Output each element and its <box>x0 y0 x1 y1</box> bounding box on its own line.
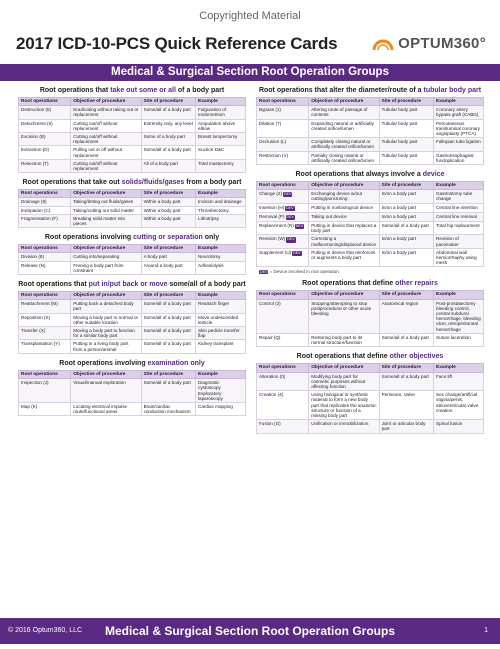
column-header: Example <box>196 292 246 300</box>
footer-title: Medical & Surgical Section Root Operation Groups <box>104 624 396 638</box>
table-cell: Stopping/attempting to stop postprocedural or other acute bleeding <box>309 299 379 333</box>
column-header: Objective of procedure <box>71 292 141 300</box>
table-cell: Division (8) <box>19 253 71 261</box>
table-cell: Modifying body part for cosmetic purposes without affecting function <box>309 372 379 391</box>
table-cell: Adhesiolysis <box>196 261 246 274</box>
table-row <box>19 327 246 340</box>
section-right-3 <box>256 353 484 433</box>
table-cell: Resection (T) <box>19 159 71 172</box>
table-cell: Brain/cardiac conduction mechanism <box>141 402 195 415</box>
column-header: Example <box>434 364 484 372</box>
section-title-highlight: device <box>422 171 445 179</box>
table-cell: Taking out device <box>309 212 379 221</box>
table-cell: Altering route of passage of contents <box>309 106 379 119</box>
table-cell: Within a body part <box>141 214 195 227</box>
table-row <box>257 212 484 221</box>
device-tag: DEV <box>286 214 294 219</box>
column-header: Site of procedure <box>379 364 433 372</box>
table-cell: Within a body part <box>141 198 195 206</box>
table-cell: Reattachment (M) <box>19 300 71 313</box>
table-cell: Extraction (D) <box>19 146 71 159</box>
table-cell: Some/all of a body part <box>141 327 195 340</box>
table-cell: Using biological or synthetic material to form a new body part that replicates the anatomic structure or function of a missing body part <box>309 391 379 420</box>
table-row <box>19 340 246 353</box>
table-cell: Total mastectomy <box>196 159 246 172</box>
table-cell: In/on a body part <box>379 235 433 248</box>
table-row <box>19 133 246 146</box>
column-header: Root operations <box>19 245 71 253</box>
device-tag: DEV <box>293 250 301 255</box>
table-cell: Some/all of a body part <box>141 313 195 326</box>
copyright-notice: Copyrighted Material <box>199 10 301 22</box>
section-right-0 <box>256 87 484 165</box>
column-header: Example <box>196 190 246 198</box>
column-header: Example <box>196 370 246 378</box>
table-cell: Removal (P) DEV <box>257 212 309 221</box>
table-cell: Control (3) <box>257 299 309 333</box>
table-cell: Around a body part <box>141 261 195 274</box>
table-cell: Extremity only, any level <box>141 119 195 132</box>
section-left-1 <box>18 179 246 228</box>
column-header: Example <box>196 98 246 106</box>
table-cell: Gastroesophageal fundoplication <box>434 151 484 164</box>
table-cell: Joint or articular body part <box>379 420 433 433</box>
section-title-pre: Root operations that <box>39 87 111 94</box>
table-cell: Freeing a body part from constraint <box>71 261 141 274</box>
column-header: Root operations <box>19 190 71 198</box>
table-cell: Supplement (U) DEV <box>257 248 309 267</box>
table-cell: Neurotomy <box>196 253 246 261</box>
section-title-pre: Root operations that define <box>302 280 396 288</box>
section-title-pre: Root operations that always involve a <box>295 171 423 179</box>
table-row <box>257 151 484 164</box>
table-row <box>257 299 484 333</box>
table-cell: Anatomical region <box>379 299 433 333</box>
column-header: Site of procedure <box>141 190 195 198</box>
table-cell: Spinal fusion <box>434 420 484 433</box>
table-cell: Repair (Q) <box>257 333 309 346</box>
table-row <box>19 313 246 326</box>
table-cell: Unification or immobilization <box>309 420 379 433</box>
table-cell: Transfer (X) <box>19 327 71 340</box>
column-header: Example <box>196 245 246 253</box>
table-cell: Release (N) <box>19 261 71 274</box>
root-operations-table <box>256 97 484 165</box>
table-cell: Taking/letting out fluids/gases <box>71 198 141 206</box>
table-cell: Central line removal <box>434 212 484 221</box>
section-title-highlight: other objectives <box>389 353 444 361</box>
section-title-highlight: put in/put back or move <box>88 281 168 289</box>
section-right-2 <box>256 280 484 347</box>
table-header-row <box>257 291 484 299</box>
table-cell: Amputation above elbow <box>196 119 246 132</box>
table-row <box>19 198 246 206</box>
table-cell: Tubular body part <box>379 151 433 164</box>
table-cell: Transplantation (Y) <box>19 340 71 353</box>
section-title-pre: Root operations involving <box>59 359 148 367</box>
table-cell: In/on a body part <box>379 190 433 203</box>
table-cell: Pulling out or off without replacement <box>71 146 141 159</box>
device-tag: DEV <box>260 270 268 275</box>
section-title-highlight: other repairs <box>395 280 438 288</box>
section-title-pre: Root operations involving <box>44 234 134 242</box>
table-cell: Detachment (6) <box>19 119 71 132</box>
table-cell: Lithotripsy <box>196 214 246 227</box>
table-cell: Kidney transplant <box>196 340 246 353</box>
table-cell: Extirpation (C) <box>19 206 71 214</box>
table-cell: Occlusion (L) <box>257 138 309 151</box>
section-title-highlight: tubular body part <box>423 87 482 94</box>
column-header: Root operations <box>257 98 309 106</box>
table-cell: Destruction (5) <box>19 106 71 119</box>
table-header-row <box>19 292 246 300</box>
section-title-pre: Root operations that <box>18 281 89 289</box>
table-cell: In/on a body part <box>379 212 433 221</box>
table-cell: Taking/cutting out solid matter <box>71 206 141 214</box>
table-cell: Diagnostic cystoscopy Exploratory laparoscopy <box>196 379 246 403</box>
section-title <box>256 87 484 94</box>
table-row <box>257 248 484 267</box>
section-left-2 <box>18 234 246 275</box>
table-cell: Some/all of a body part <box>141 146 195 159</box>
column-header: Root operations <box>19 292 71 300</box>
table-cell: Some of a body part <box>141 133 195 146</box>
table-cell: Reposition (S) <box>19 313 71 326</box>
table-cell: Cutting into/separating <box>71 253 141 261</box>
table-row <box>19 159 246 172</box>
table-cell: Alteration (0) <box>257 372 309 391</box>
section-title-highlight: take out some or all <box>110 87 176 94</box>
table-cell: Sex change/artificial vagina/penis, atrioventricular valve creation <box>434 391 484 420</box>
root-operations-table <box>18 291 246 354</box>
table-row <box>257 190 484 203</box>
table-header-row <box>19 98 246 106</box>
table-row <box>257 106 484 119</box>
section-title-pre: Root operations that alter the diameter/route of a <box>258 87 424 94</box>
table-cell: Eradicating without taking out or replacement <box>71 106 141 119</box>
table-row <box>19 214 246 227</box>
table-cell: Partially closing natural or artificially created orifice/lumen <box>309 151 379 164</box>
section-left-3 <box>18 281 246 354</box>
brand-logo <box>372 34 486 52</box>
table-cell: Change (2) DEV <box>257 190 309 203</box>
table-cell: Moving a body part to function for a similar body part <box>71 327 141 340</box>
table-cell: Revision of pacemaker <box>434 235 484 248</box>
table-cell: Cutting out/off without replacement <box>71 133 141 146</box>
table-row <box>19 253 246 261</box>
table-row <box>257 222 484 235</box>
logo-text: OPTUM360° <box>398 34 486 52</box>
device-tag: DEV <box>283 192 292 197</box>
table-cell: Abdominal wall herniorrhaphy using mesh <box>434 248 484 267</box>
table-cell: Percutaneous transluminal coronary angioplasty (PTCA) <box>434 119 484 138</box>
table-cell: Cutting out/off without replacement <box>71 159 141 172</box>
table-cell: Putting in device that replaces a body part <box>309 222 379 235</box>
column-header: Site of procedure <box>141 98 195 106</box>
table-cell: Putting in device that reinforces or augments a body part <box>309 248 379 267</box>
table-cell: Fulguration of endometrium <box>196 106 246 119</box>
column-header: Site of procedure <box>141 292 195 300</box>
table-cell: Tubular body part <box>379 106 433 119</box>
table-cell: Completely closing natural or artificially created orifice/lumen <box>309 138 379 151</box>
section-title <box>18 360 246 367</box>
table-cell: Putting in a living body part from a person/animal <box>71 340 141 353</box>
section-title <box>256 280 484 287</box>
section-right-1 <box>256 171 484 274</box>
table-cell: Inspection (J) <box>19 379 71 403</box>
section-title-highlight: solids/fluids/gases <box>121 179 185 187</box>
column-header: Objective of procedure <box>71 190 141 198</box>
table-cell: Fragmentation (F) <box>19 214 71 227</box>
section-title <box>18 234 246 241</box>
table-cell: Map (K) <box>19 402 71 415</box>
table-row <box>19 206 246 214</box>
table-cell: Restoring body part to its normal structure/function <box>309 333 379 346</box>
column-header: Site of procedure <box>379 291 433 299</box>
footer-banner <box>0 618 500 644</box>
table-cell: Restriction (V) <box>257 151 309 164</box>
column-header: Example <box>434 182 484 190</box>
section-title-post: of a body part <box>175 87 225 94</box>
section-title-pre: Root operations that define <box>296 353 390 361</box>
table-row <box>257 372 484 391</box>
section-title-post: some/all of a body part <box>167 281 246 289</box>
table-header-row <box>257 98 484 106</box>
table-cell: Fusion (G) <box>257 420 309 433</box>
table-row <box>19 402 246 415</box>
root-operations-table <box>256 363 484 433</box>
section-title <box>18 179 246 186</box>
section-title <box>18 281 246 288</box>
table-cell: Tubular body part <box>379 119 433 138</box>
table-cell: Exchanging device w/out cutting/puncturing <box>309 190 379 203</box>
table-row <box>19 106 246 119</box>
table-cell: Some/all of a body part <box>141 379 195 403</box>
section-title-highlight: cutting or separation <box>133 234 203 242</box>
table-cell: Perineum, Valve <box>379 391 433 420</box>
column-header: Site of procedure <box>379 98 433 106</box>
table-row <box>257 138 484 151</box>
table-cell: Within a body part <box>141 206 195 214</box>
table-cell: Fallopian tube ligation <box>434 138 484 151</box>
table-cell: Some/all of a body part <box>141 106 195 119</box>
table-cell: Dilation (7) <box>257 119 309 138</box>
table-cell: Excision (B) <box>19 133 71 146</box>
footer-copyright: © 2016 Optum360, LLC <box>8 627 83 634</box>
table-cell: Correcting a malfunctioning/displaced device <box>309 235 379 248</box>
root-operations-table <box>18 370 246 416</box>
column-header: Example <box>434 291 484 299</box>
left-column <box>18 84 246 422</box>
table-row <box>19 300 246 313</box>
table-cell: Face lift <box>434 372 484 391</box>
table-cell: Some/all of a body part <box>379 222 433 235</box>
section-left-0 <box>18 87 246 173</box>
root-operations-table <box>18 97 246 173</box>
table-cell: Cardiac mapping <box>196 402 246 415</box>
column-header: Objective of procedure <box>71 245 141 253</box>
table-cell: Some/all of a body part <box>379 333 433 346</box>
table-cell: Visual/manual exploration <box>71 379 141 403</box>
root-operations-table <box>18 189 246 228</box>
table-cell: Replacement (R) DEV <box>257 222 309 235</box>
column-header: Site of procedure <box>379 182 433 190</box>
table-cell: Expanding natural or artificially created orifice/lumen <box>309 119 379 138</box>
table-header-row <box>19 245 246 253</box>
column-header: Objective of procedure <box>71 98 141 106</box>
column-header: Root operations <box>257 364 309 372</box>
device-tag: DEV <box>295 224 304 229</box>
column-header: Root operations <box>19 370 71 378</box>
column-header: Objective of procedure <box>309 291 379 299</box>
section-banner: Medical & Surgical Section Root Operation Groups <box>0 64 500 81</box>
table-row <box>19 261 246 274</box>
column-header: Objective of procedure <box>309 182 379 190</box>
table-cell: Reattach finger <box>196 300 246 313</box>
section-left-4 <box>18 360 246 416</box>
table-cell: Revision (W) DEV <box>257 235 309 248</box>
optum-logo-icon <box>372 34 394 52</box>
table-cell: All of a body part <box>141 159 195 172</box>
column-header: Objective of procedure <box>71 370 141 378</box>
page-title: 2017 ICD-10-PCS Quick Reference Cards <box>16 34 338 53</box>
section-title-post: from a body part <box>184 179 242 187</box>
table-row <box>257 235 484 248</box>
page-number: 1 <box>484 627 488 634</box>
table-header-row <box>257 364 484 372</box>
table-cell: Drainage (9) <box>19 198 71 206</box>
table-header-row <box>19 190 246 198</box>
table-cell: A body part <box>141 253 195 261</box>
table-header-row <box>257 182 484 190</box>
table-row <box>19 379 246 403</box>
table-cell: Some/all of a body part <box>141 300 195 313</box>
section-title-pre: Root operations that take out <box>22 179 122 187</box>
table-cell: Suture laceration <box>434 333 484 346</box>
column-header: Objective of procedure <box>309 364 379 372</box>
section-title-post: only <box>202 234 220 242</box>
device-note <box>258 269 484 274</box>
table-cell: In/on a body part <box>379 248 433 267</box>
section-title <box>256 171 484 178</box>
root-operations-table <box>256 290 484 347</box>
right-column <box>256 84 484 440</box>
column-header: Site of procedure <box>141 245 195 253</box>
column-header: Example <box>434 98 484 106</box>
table-row <box>19 119 246 132</box>
table-row <box>19 146 246 159</box>
device-tag: DEV <box>287 237 295 242</box>
column-header: Site of procedure <box>141 370 195 378</box>
table-cell: Skin pedicle transfer flap <box>196 327 246 340</box>
column-header: Root operations <box>19 98 71 106</box>
table-cell: Putting back a detached body part <box>71 300 141 313</box>
column-header: Objective of procedure <box>309 98 379 106</box>
table-cell: Incision and drainage <box>196 198 246 206</box>
table-header-row <box>19 370 246 378</box>
table-cell: Some/all of a body part <box>379 372 433 391</box>
table-cell: Locating electrical impulse route/functional areas <box>71 402 141 415</box>
table-row <box>257 203 484 212</box>
root-operations-table <box>18 244 246 275</box>
column-header: Root operations <box>257 291 309 299</box>
section-title <box>256 353 484 360</box>
device-note-text: = Device involved in root operation <box>268 269 339 275</box>
table-cell: Creation (4) <box>257 391 309 420</box>
table-cell: Move undescended testicle <box>196 313 246 326</box>
table-cell: Coronary artery bypass graft (CABG) <box>434 106 484 119</box>
table-cell: Some/all of a body part <box>141 340 195 353</box>
table-cell: Insertion (H) DEV <box>257 203 309 212</box>
column-header: Root operations <box>257 182 309 190</box>
table-cell: In/on a body part <box>379 203 433 212</box>
table-cell: Central line insertion <box>434 203 484 212</box>
table-row <box>257 333 484 346</box>
table-cell: Bypass (1) <box>257 106 309 119</box>
root-operations-table <box>256 181 484 267</box>
section-title <box>18 87 246 94</box>
table-row <box>257 420 484 433</box>
table-cell: Thrombectomy <box>196 206 246 214</box>
table-cell: Gastrostomy tube change <box>434 190 484 203</box>
device-tag: DEV <box>286 205 294 210</box>
table-cell: Post-prostatectomy bleeding control, central subdural hemorrhage, bleeding ulcer, retroperitoneal hemorrhage <box>434 299 484 333</box>
table-row <box>257 119 484 138</box>
section-title-highlight: examination only <box>147 359 205 367</box>
table-cell: Breast lumpectomy <box>196 133 246 146</box>
table-cell: Breaking solid matter into pieces <box>71 214 141 227</box>
table-cell: Putting in nonbiological device <box>309 203 379 212</box>
table-cell: Moving a body part to normal or other suitable location <box>71 313 141 326</box>
table-cell: Total hip replacement <box>434 222 484 235</box>
table-row <box>257 391 484 420</box>
table-cell: Suction D&C <box>196 146 246 159</box>
table-cell: Cutting out/off without replacement <box>71 119 141 132</box>
table-cell: Tubular body part <box>379 138 433 151</box>
